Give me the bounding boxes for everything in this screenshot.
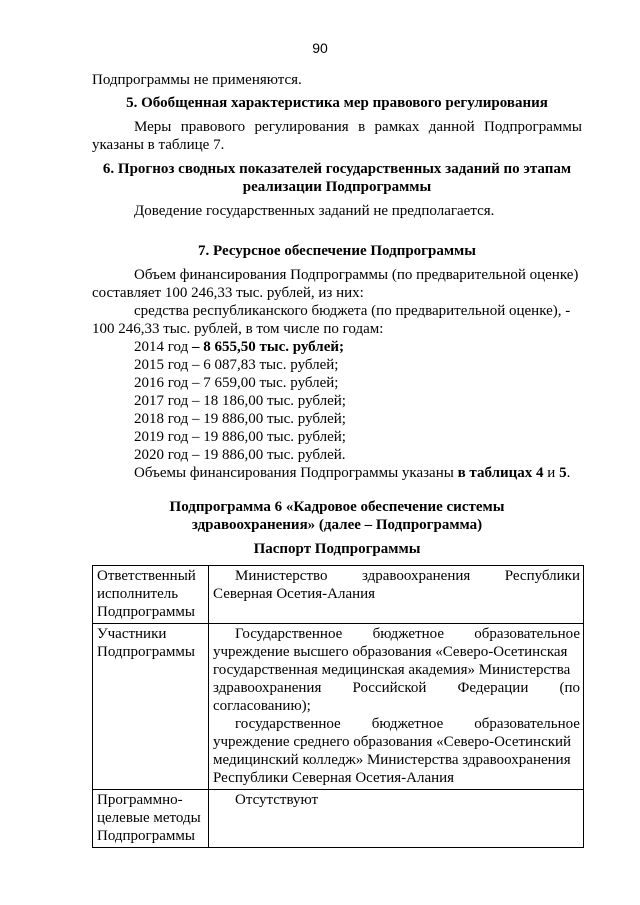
table-value-cell: Министерство здравоохранения Республики Северная Осетия-Алания — [209, 566, 584, 624]
section-heading-6: 6. Прогноз сводных показателей государственных заданий по этапам — [102, 161, 572, 177]
table-value-cell: Государственное бюджетное образовательное учреждение высшего образования «Северо-Осетинская государственная медицинская академия» Министерства здравоохранения Российской Федерации (по согласованию); государственное бюджетное образовательное учреждение среднего образования «Северо-Осетинский медицинский колледж» Министерства здравоохранения Республики Северная Осетия-Алания — [209, 624, 584, 790]
paragraph-line: Доведение государственных заданий не предполагается. — [134, 203, 495, 219]
word: здравоохранения — [361, 568, 471, 584]
paragraph-line: Объемы финансирования Подпрограммы указаны в таблицах 4 и 5. — [134, 465, 571, 481]
page-number: 90 — [312, 40, 328, 56]
year-line: 2019 год – 19 886,00 тыс. рублей; — [134, 429, 346, 445]
table-row — [93, 624, 584, 790]
word: Меры — [134, 119, 172, 135]
word: Министерство — [235, 568, 328, 584]
section-heading-5: 5. Обобщенная характеристика мер правового регулирования — [126, 95, 548, 111]
word: (по — [559, 680, 580, 696]
year-line: 2015 год – 6 087,83 тыс. рублей; — [134, 357, 339, 373]
table-value-cell: Отсутствуют — [209, 790, 584, 848]
paragraph-line — [134, 118, 582, 136]
table-key-cell: Программно- целевые методы Подпрограммы — [93, 790, 209, 848]
table-row — [93, 790, 584, 848]
word: Подпрограммы — [484, 119, 582, 135]
word: рамках — [374, 119, 420, 135]
year-line: 2020 год – 19 886,00 тыс. рублей. — [134, 447, 346, 463]
passport-title: Паспорт Подпрограммы — [253, 541, 421, 557]
word: Республики — [504, 568, 580, 584]
year-line: 2018 год – 19 886,00 тыс. рублей; — [134, 411, 346, 427]
word: данной — [428, 119, 475, 135]
word: бюджетное — [372, 626, 445, 642]
section-heading-6: реализации Подпрограммы — [242, 179, 432, 195]
subprogram-title: здравоохранения» (далее – Подпрограмма) — [191, 517, 483, 533]
word: Государственное — [235, 626, 343, 642]
text-line: Подпрограммы не применяются. — [92, 72, 302, 88]
passport-table — [92, 565, 584, 848]
paragraph-line: указаны в таблице 7. — [92, 137, 225, 153]
paragraph-line: средства республиканского бюджета (по предварительной оценке), - — [134, 303, 571, 319]
subprogram-title: Подпрограмма 6 «Кадровое обеспечение системы — [169, 499, 505, 515]
word: в — [358, 119, 366, 135]
word: регулирования — [254, 119, 349, 135]
word: государственное — [235, 716, 341, 732]
paragraph-line: составляет 100 246,33 тыс. рублей, из них: — [92, 285, 364, 301]
table-row — [93, 566, 584, 624]
paragraph-line: Объем финансирования Подпрограммы (по предварительной оценке) — [134, 267, 579, 283]
word: бюджетное — [371, 716, 444, 732]
word: здравоохранения — [213, 680, 322, 696]
table-key-cell: Ответственный исполнитель Подпрограммы — [93, 566, 209, 624]
word: образовательное — [474, 716, 580, 732]
section-heading-7: 7. Ресурсное обеспечение Подпрограммы — [198, 243, 476, 259]
year-line: 2016 год – 7 659,00 тыс. рублей; — [134, 375, 339, 391]
table-key-cell: Участники Подпрограммы — [93, 624, 209, 790]
year-line: 2014 год – 8 655,50 тыс. рублей; — [134, 339, 345, 355]
word: Российской — [352, 680, 427, 696]
word: правового — [180, 119, 246, 135]
word: образовательное — [474, 626, 580, 642]
paragraph-line: 100 246,33 тыс. рублей, в том числе по годам: — [92, 321, 384, 337]
word: Федерации — [457, 680, 529, 696]
year-line: 2017 год – 18 186,00 тыс. рублей; — [134, 393, 346, 409]
